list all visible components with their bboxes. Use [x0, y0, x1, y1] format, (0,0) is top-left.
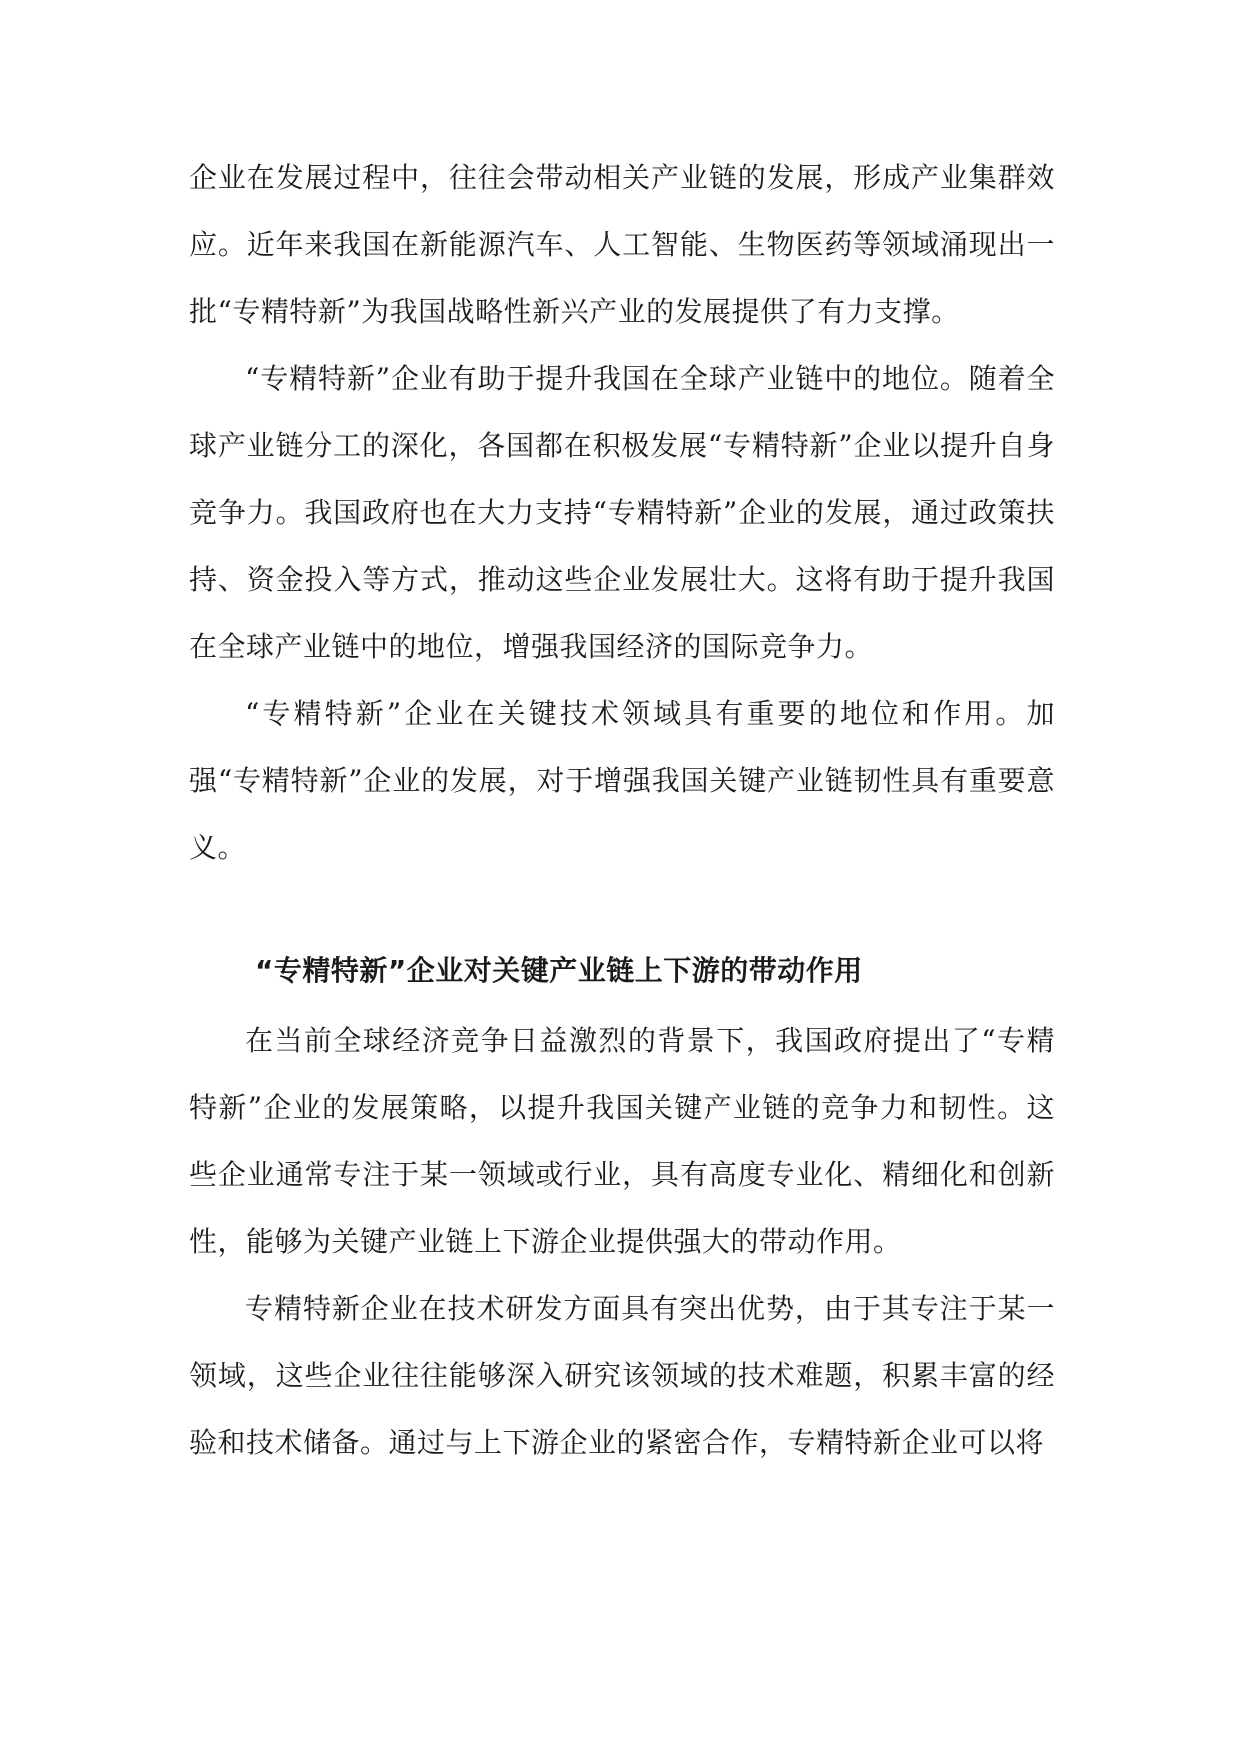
paragraph-rd-advantage: 专精特新企业在技术研发方面具有突出优势，由于其专注于某一领域，这些企业往往能够深入研究该领域的技术难题，积累丰富的经验和技术储备。通过与上下游企业的紧密合作，专精特新企业可以将	[189, 1292, 1055, 1459]
section-heading: “专精特新”企业对关键产业链上下游的带动作用	[255, 954, 863, 987]
paragraph-key-technology: “专精特新”企业在关键技术领域具有重要的地位和作用。加强“专精特新”企业的发展，对于增强我国关键产业链韧性具有重要意义。	[189, 697, 1055, 864]
paragraph-development-strategy: 在当前全球经济竞争日益激烈的背景下，我国政府提出了“专精特新”企业的发展策略，以提升我国关键产业链的竞争力和韧性。这些企业通常专注于某一领域或行业，具有高度专业化、精细化和创新性，能够为关键产业链上下游企业提供强大的带动作用。	[189, 1024, 1055, 1258]
paragraph-global-chain-position: “专精特新”企业有助于提升我国在全球产业链中的地位。随着全球产业链分工的深化，各国都在积极发展“专精特新”企业以提升自身竞争力。我国政府也在大力支持“专精特新”企业的发展，通过政策扶持、资金投入等方式，推动这些企业发展壮大。这将有助于提升我国在全球产业链中的地位，增强我国经济的国际竞争力。	[189, 362, 1055, 663]
document-body	[189, 144, 1055, 1476]
paragraph-continuation: 企业在发展过程中，往往会带动相关产业链的发展，形成产业集群效应。近年来我国在新能源汽车、人工智能、生物医药等领域涌现出一批“专精特新”为我国战略性新兴产业的发展提供了有力支撑。	[189, 161, 1055, 328]
